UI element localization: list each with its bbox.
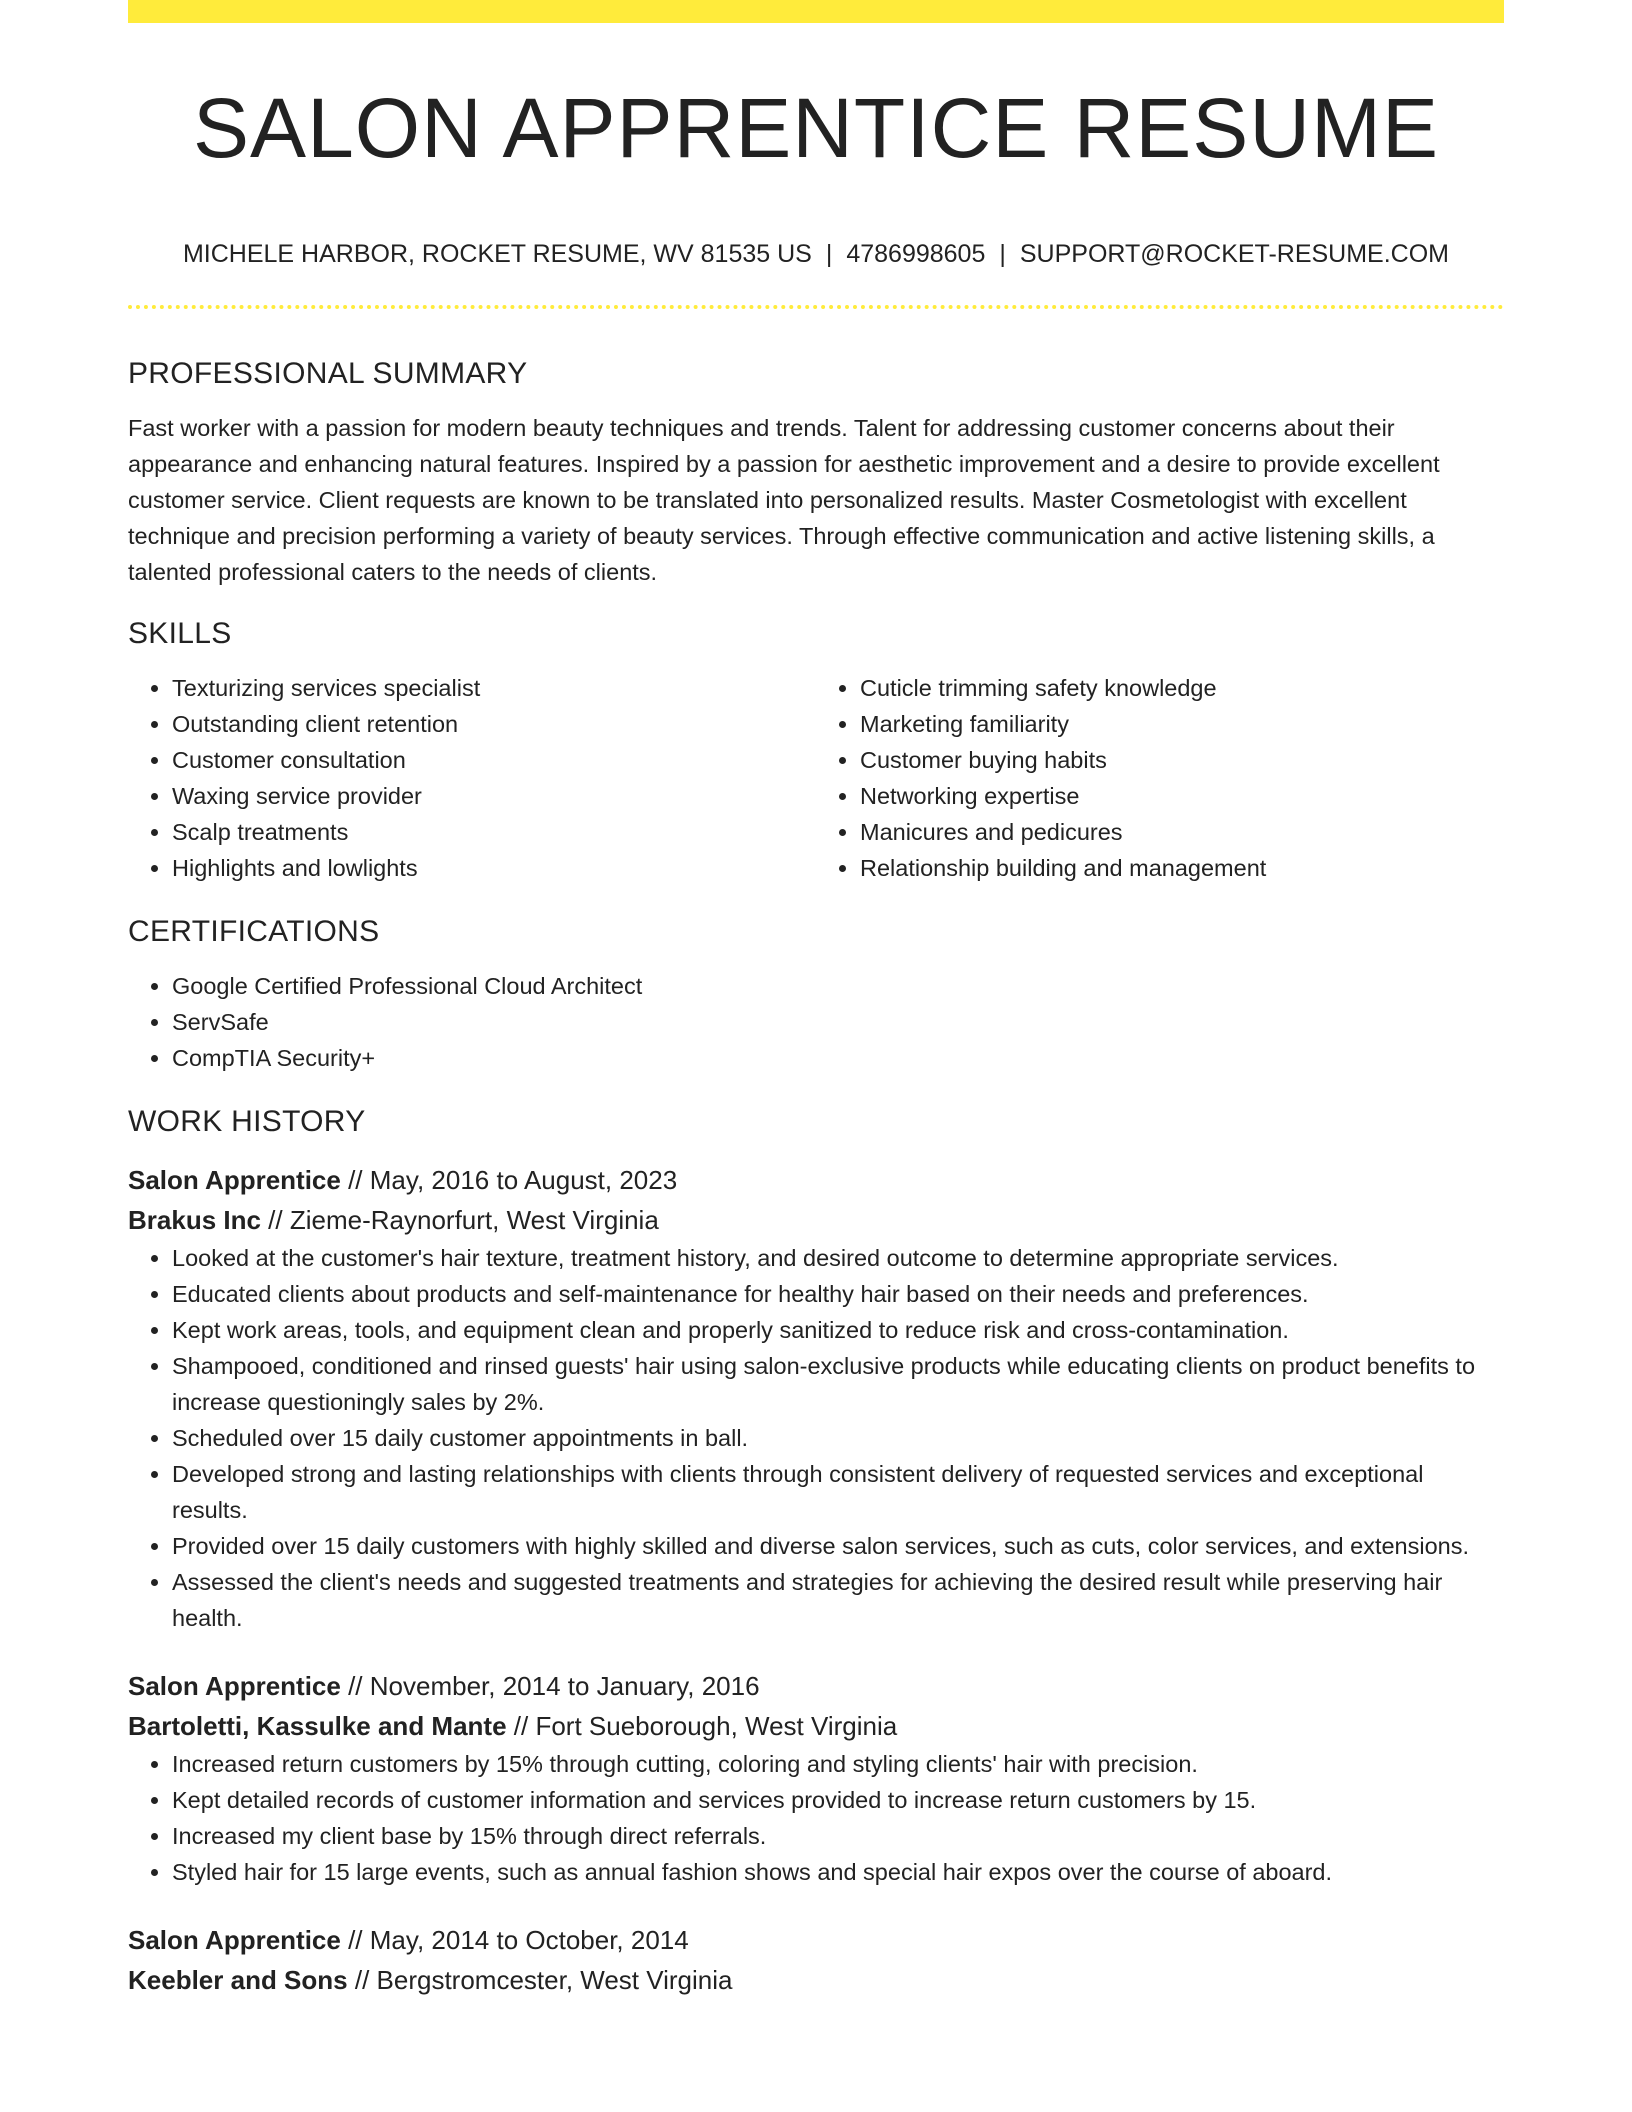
job-separator: // (347, 1965, 377, 1995)
job-title-line (128, 1666, 1504, 1706)
job-bullet: • Looked at the customer's hair texture, treatment history, and desired outcome to determine appropriate services. (172, 1240, 1504, 1276)
job-dates: May, 2014 to October, 2014 (369, 1925, 689, 1955)
skills-columns (128, 670, 1504, 886)
work-history-section (128, 1100, 1504, 2000)
header-divider (128, 305, 1504, 309)
job-title: Salon Apprentice (128, 1165, 341, 1195)
job-entry (128, 1666, 1504, 1890)
job-bullet: • Styled hair for 15 large events, such as annual fashion shows and special hair expos over the course of aboard. (172, 1854, 1504, 1890)
skill-item: • Cuticle trimming safety knowledge (860, 670, 1504, 706)
certification-item: • ServSafe (172, 1004, 1504, 1040)
job-title: Salon Apprentice (128, 1671, 341, 1701)
job-separator: // (506, 1711, 536, 1741)
contact-separator: | (825, 240, 833, 268)
contact-line (128, 234, 1504, 274)
summary-section (128, 352, 1504, 590)
work-history-heading: WORK HISTORY (128, 1105, 366, 1138)
certifications-heading: CERTIFICATIONS (128, 915, 380, 948)
skills-list-right (816, 670, 1504, 886)
contact-separator: | (999, 240, 1006, 268)
contact-email: SUPPORT@ROCKET-RESUME.COM (1019, 240, 1450, 268)
summary-text: Fast worker with a passion for modern beauty techniques and trends. Talent for addressing customer concerns about their appearance and enhancing natural features. Inspired by a passion for aesthetic improvement and a desire to provide excellent customer service. Client requests are known to be translated into personalized results. Master Cosmetologist with excellent technique and precision performing a variety of beauty services. Through effective communication and active listening skills, a talented professional caters to the needs of clients. (128, 415, 1440, 585)
job-separator: // (340, 1671, 370, 1701)
job-company-line (128, 1706, 1504, 1746)
job-separator: // (260, 1205, 290, 1235)
resume-title: SALON APPRENTICE RESUME (193, 81, 1439, 175)
resume-body (128, 352, 1504, 2000)
skill-item: • Waxing service provider (172, 778, 816, 814)
job-title-line (128, 1920, 1504, 1960)
summary-heading: PROFESSIONAL SUMMARY (128, 357, 528, 390)
job-bullet: • Kept detailed records of customer information and services provided to increase return customers by 15. (172, 1782, 1504, 1818)
job-company: Brakus Inc (128, 1205, 261, 1235)
job-bullet: • Scheduled over 15 daily customer appointments in ball. (172, 1420, 1504, 1456)
skill-item: • Marketing familiarity (860, 706, 1504, 742)
job-entry (128, 1160, 1504, 1636)
skill-item: • Manicures and pedicures (860, 814, 1504, 850)
certification-item: • CompTIA Security+ (172, 1040, 1504, 1076)
job-location: Bergstromcester, West Virginia (376, 1965, 733, 1995)
job-dates: May, 2016 to August, 2023 (369, 1165, 678, 1195)
skill-item: • Texturizing services specialist (172, 670, 816, 706)
certifications-section (128, 910, 1504, 1076)
job-bullet: • Kept work areas, tools, and equipment clean and properly sanitized to reduce risk and cross-contamination. (172, 1312, 1504, 1348)
job-entry (128, 1920, 1504, 2000)
contact-address: MICHELE HARBOR, ROCKET RESUME, WV 81535 US (182, 240, 812, 268)
certifications-list (128, 968, 1504, 1076)
job-separator: // (340, 1165, 370, 1195)
job-bullet: • Assessed the client's needs and suggested treatments and strategies for achieving the desired result while preserving hair health. (172, 1564, 1504, 1636)
skill-item: • Outstanding client retention (172, 706, 816, 742)
job-bullets (128, 1240, 1504, 1636)
skill-item: • Scalp treatments (172, 814, 816, 850)
skill-item: • Networking expertise (860, 778, 1504, 814)
job-location: Fort Sueborough, West Virginia (535, 1711, 898, 1741)
job-title: Salon Apprentice (128, 1925, 341, 1955)
skills-heading: SKILLS (128, 617, 232, 650)
skill-item: • Highlights and lowlights (172, 850, 816, 886)
job-bullets (128, 1746, 1504, 1890)
job-company-line (128, 1960, 1504, 2000)
job-location: Zieme-Raynorfurt, West Virginia (289, 1205, 659, 1235)
job-bullet: • Increased return customers by 15% through cutting, coloring and styling clients' hair with precision. (172, 1746, 1504, 1782)
skills-list-left (128, 670, 816, 886)
job-bullet: • Provided over 15 daily customers with highly skilled and diverse salon services, such as cuts, color services, and extensions. (172, 1528, 1504, 1564)
certification-item: • Google Certified Professional Cloud Architect (172, 968, 1504, 1004)
job-bullet: • Shampooed, conditioned and rinsed guests' hair using salon-exclusive products while educating clients on product benefits to increase questioningly sales by 2%. (172, 1348, 1504, 1420)
top-accent-bar (128, 0, 1504, 23)
job-company-line (128, 1200, 1504, 1240)
job-separator: // (340, 1925, 370, 1955)
contact-phone: 4786998605 (846, 240, 986, 268)
skills-section (128, 612, 1504, 886)
job-title-line (128, 1160, 1504, 1200)
skill-item: • Relationship building and management (860, 850, 1504, 886)
skill-item: • Customer buying habits (860, 742, 1504, 778)
job-bullet: • Increased my client base by 15% through direct referrals. (172, 1818, 1504, 1854)
skill-item: • Customer consultation (172, 742, 816, 778)
job-dates: November, 2014 to January, 2016 (369, 1671, 760, 1701)
job-company: Bartoletti, Kassulke and Mante (128, 1711, 507, 1741)
job-company: Keebler and Sons (128, 1965, 348, 1995)
job-bullet: • Developed strong and lasting relationships with clients through consistent delivery of requested services and exceptional results. (172, 1456, 1504, 1528)
job-bullet: • Educated clients about products and self-maintenance for healthy hair based on their needs and preferences. (172, 1276, 1504, 1312)
